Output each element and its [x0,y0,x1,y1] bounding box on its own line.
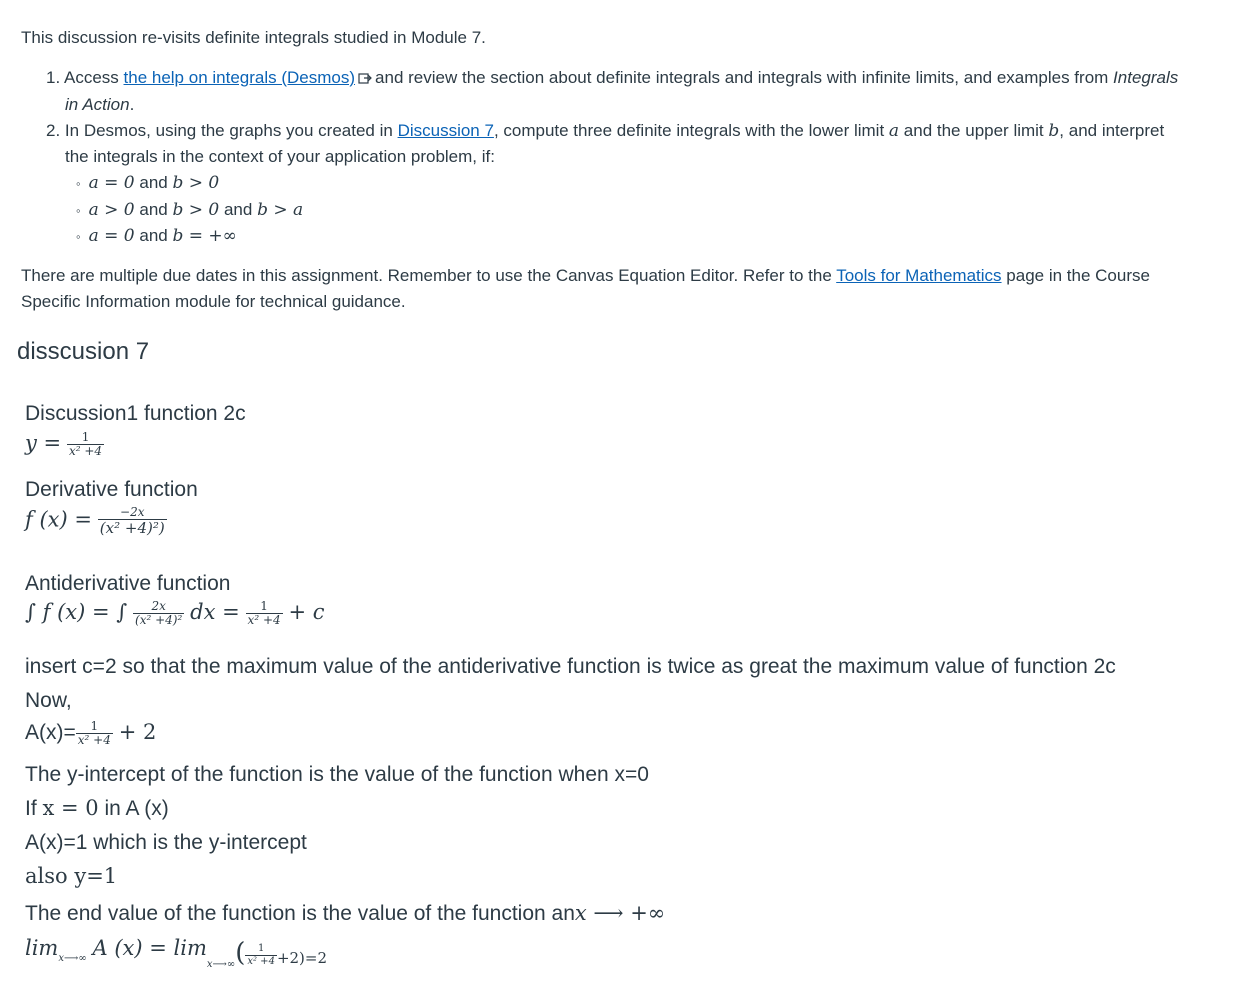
text: If [25,797,37,820]
fraction [133,600,184,627]
item-2-pre: In Desmos, using the graphs you created in [64,121,393,140]
post-line-end-value [25,901,665,926]
tools-for-mathematics-link[interactable]: Tools for Mathematics [836,266,1002,285]
item-2-post-a: , compute three definite integrals with the lower limit [493,121,885,140]
bullet-icon: ◦ [76,229,81,244]
condition-math: a > 0 [88,200,135,220]
lim-label: lim [25,936,59,960]
fraction-num: 1 [245,944,277,956]
lim-subscript: x⟶∞ [206,959,236,970]
condition-math: b = +∞ [172,226,237,246]
eq-end: + 2 [118,720,157,744]
fraction-den: x² +4 [68,443,103,458]
item-1-line2-italic: in Action [65,95,130,114]
fraction-den: (x² +4)²) [99,518,165,537]
condition-and: and [223,200,253,219]
text: in A (x) [104,797,169,820]
item-1-italic: Integrals [1113,68,1179,87]
eq-lhs: ∫ f (x) = ∫ [25,600,128,624]
var-b: b [1048,121,1060,141]
fraction-num: 1 [76,720,113,734]
condition-and: and [139,226,168,245]
inline-math: x = 0 [42,796,99,820]
condition-item [76,226,237,246]
post-line-antiderivative: Antiderivative function [25,572,231,595]
discussion-title: disscusion 7 [17,338,150,365]
post-line-A-equals-1: A(x)=1 which is the y-intercept [25,831,307,854]
post-line-if-x [25,796,169,821]
fraction-den: x² +4 [77,732,111,747]
bullet-icon: ◦ [76,176,81,191]
fraction-den: x² +4 [247,612,281,627]
item-number: 2. [46,121,61,140]
due-pre: There are multiple due dates in this assignment. Remember to use the Canvas Equation Editor. Refer to the [21,266,832,285]
due-dates-line2: Specific Information module for technical guidance. [21,292,406,311]
list-item-1 [46,68,1178,88]
fraction-num: −2x [98,506,167,520]
fraction-num: 1 [67,431,104,445]
post-line-now: Now, [25,689,72,712]
due-post: page in the Course [1006,266,1150,285]
condition-item [76,173,219,193]
equation-A [25,720,156,747]
list-item-2 [46,121,1164,141]
eq-lhs: y = [25,431,62,455]
discussion-7-link[interactable]: Discussion 7 [397,121,494,140]
inline-math: x ⟶ +∞ [574,901,666,925]
item-2-line2: the integrals in the context of your application problem, if: [65,147,495,166]
item-2-post-c: , and interpret [1059,121,1165,140]
due-dates-text [21,266,1150,286]
text: The end value of the function is the value of the function an [25,902,575,925]
equation-antiderivative [25,600,325,627]
equation-limit: $\lim_{x⟶\infty} A$ $(x) = \lim_{x⟶\infty}$( $\frac{1}{\text{x² +4}}$ $_{+2)=2}$ [25,936,328,970]
equation-y [25,431,104,458]
item-2-post-b: and the upper limit [903,121,1044,140]
item-1-pre: Access [63,68,119,87]
fraction-den: (x² +4)² [135,612,183,627]
post-line-insert-c: insert c=2 so that the maximum value of the antiderivative function is twice as great the maximum value of function 2c [25,655,1116,678]
text: also [25,864,68,888]
fraction [76,720,113,747]
eq-lhs: A(x)= [25,721,76,744]
fraction-den: x² +4 [247,955,275,967]
item-number: 1. [46,68,61,87]
external-link-icon [358,72,372,84]
item-1-post: and review the section about definite integrals and integrals with infinite limits, and examples from [375,68,1109,87]
item-1-line2-end: . [129,95,135,114]
post-line-y-intercept: The y-intercept of the function is the value of the function when x=0 [25,763,649,786]
condition-and: and [139,173,168,192]
eq-lhs: f (x) = [25,507,92,532]
bullet-icon: ◦ [76,203,81,218]
condition-math: b > a [257,200,304,220]
intro-text: This discussion re-visits definite integrals studied in Module 7. [21,28,486,47]
post-line-function-2c: Discussion1 function 2c [25,402,246,425]
condition-math: b > 0 [172,173,220,193]
item-1-line2 [65,95,134,115]
eq-mid: A (x) = lim [92,936,207,960]
condition-and: and [139,200,168,219]
post-line-derivative: Derivative function [25,478,198,501]
eq-end: +2)=2 [276,949,328,967]
condition-math: a = 0 [88,226,135,246]
condition-item [76,200,303,220]
lim-subscript: x⟶∞ [58,953,87,964]
desmos-help-link[interactable]: the help on integrals (Desmos) [123,68,356,87]
eq-mid: dx = [190,600,240,624]
eq-end: + c [288,600,325,624]
fraction [67,431,104,458]
condition-math: b > 0 [172,200,220,220]
var-a: a [888,121,900,141]
post-line-also-y [25,864,117,888]
fraction-num: 2x [133,600,184,614]
fraction-num: 1 [246,600,283,614]
condition-math: a = 0 [88,173,135,193]
equation-derivative [25,506,167,536]
fraction [245,944,277,967]
fraction [246,600,283,627]
fraction [98,506,167,536]
inline-math: y=1 [74,864,118,888]
